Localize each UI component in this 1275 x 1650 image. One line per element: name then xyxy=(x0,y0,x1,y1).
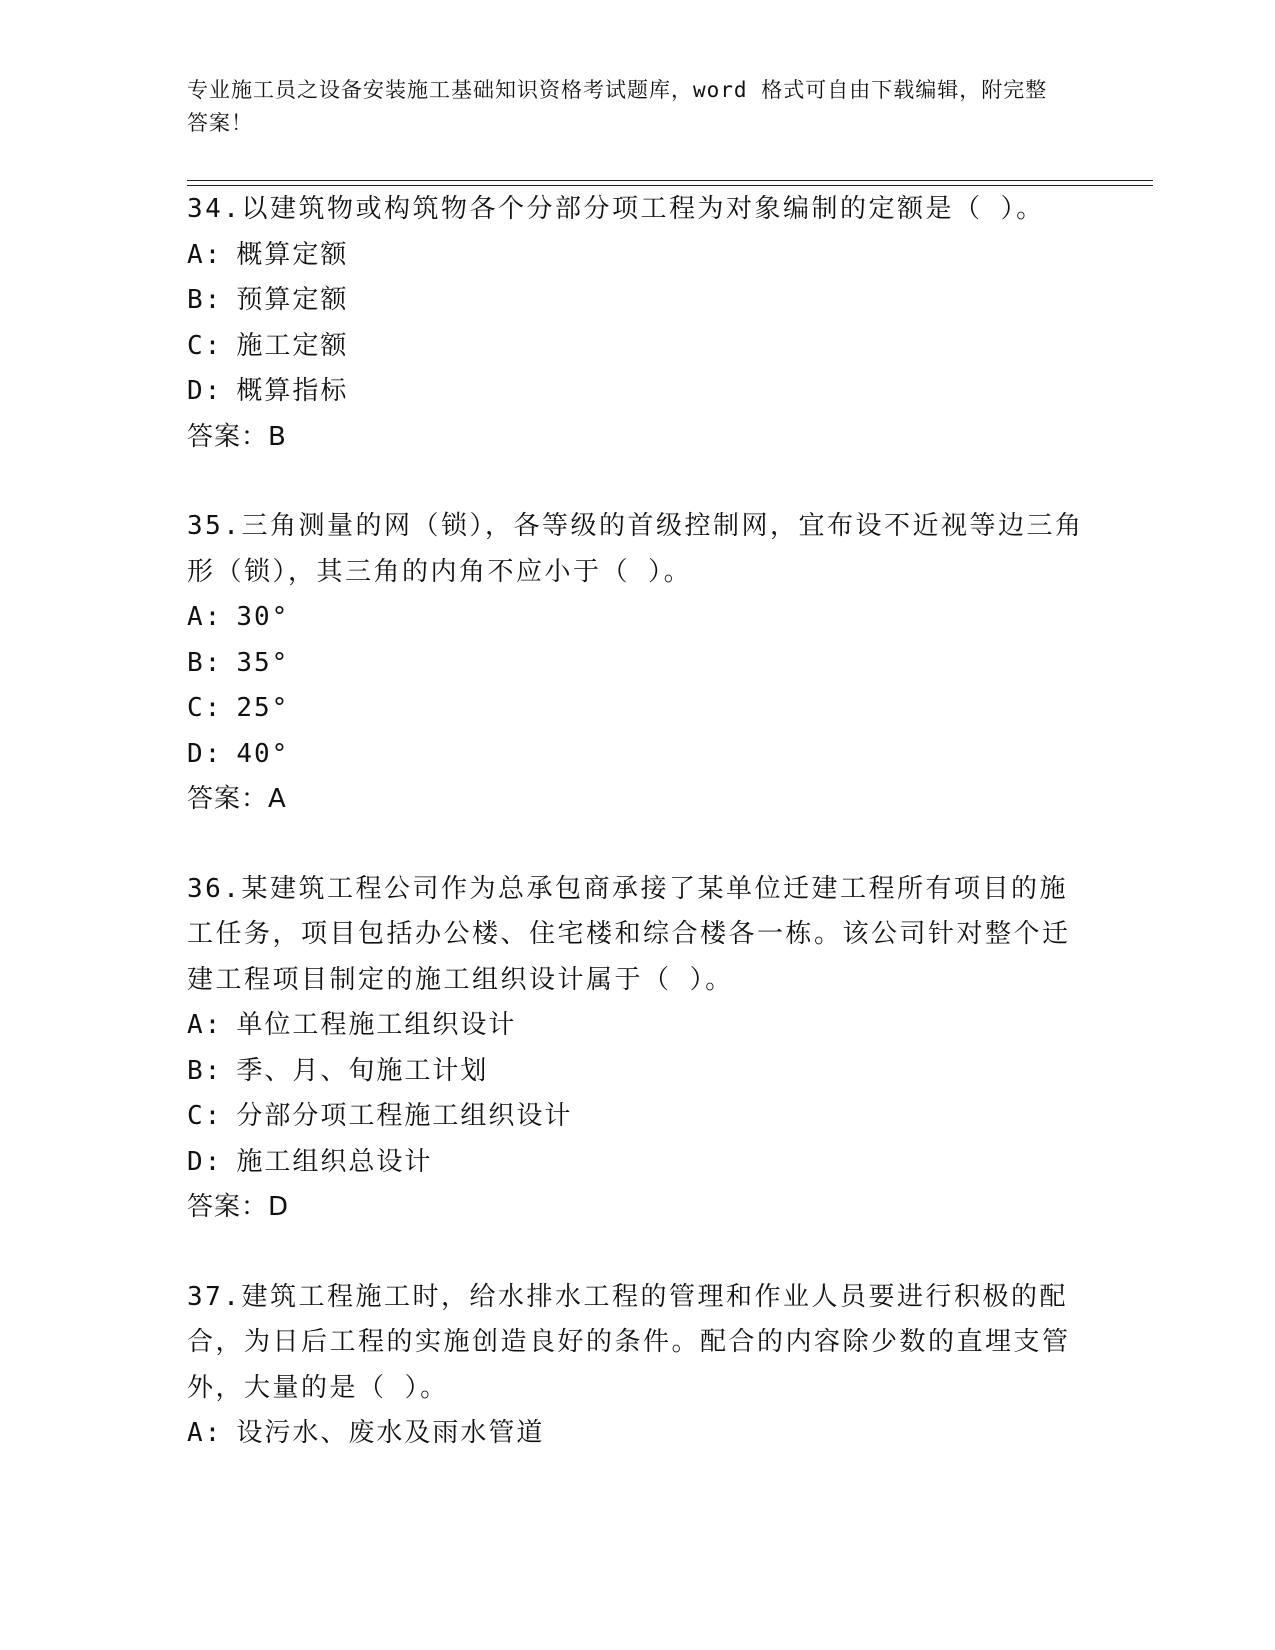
header-divider-top xyxy=(187,180,1153,181)
option-text: 单位工程施工组织设计 xyxy=(236,1010,517,1040)
question-35 xyxy=(187,504,1087,823)
option-c xyxy=(187,686,1087,732)
question-stem: 37.建筑工程施工时，给水排水工程的管理和作业人员要进行积极的配合，为日后工程的实施创造良好的条件。配合的内容除少数的直埋支管外，大量的是（ ）。 xyxy=(187,1281,1071,1403)
question-stem: 34.以建筑物或构筑物各个分部分项工程为对象编制的定额是（ ）。 xyxy=(187,194,1045,224)
option-text: 施工组织总设计 xyxy=(236,1146,433,1177)
option-text: 季、月、旬施工计划 xyxy=(236,1055,489,1086)
option-text: 25° xyxy=(236,693,290,723)
option-label: C: xyxy=(187,1101,223,1131)
question-stem: 36.某建筑工程公司作为总承包商承接了某单位迁建工程所有项目的施工任务，项目包括办公楼、住宅楼和综合楼各一栋。该公司针对整个迁建工程项目制定的施工组织设计属于（ ）。 xyxy=(187,873,1071,995)
option-text: 分部分项工程施工组织设计 xyxy=(236,1101,573,1131)
answer-value: D xyxy=(268,1192,290,1222)
option-b xyxy=(187,278,1087,324)
answer-label: 答案： xyxy=(187,784,269,814)
option-label: A: xyxy=(187,1010,223,1040)
answer-label: 答案： xyxy=(187,421,269,452)
option-label: D: xyxy=(187,1146,223,1177)
answer-line xyxy=(187,777,1087,823)
answer-value: B xyxy=(268,421,287,452)
answer-line xyxy=(187,415,1087,461)
option-c xyxy=(187,1094,1087,1140)
option-text: 30° xyxy=(236,602,290,632)
option-label: C: xyxy=(187,693,223,723)
option-a xyxy=(187,1003,1087,1049)
option-label: B: xyxy=(187,647,223,678)
option-text: 概算定额 xyxy=(236,239,349,270)
option-label: A: xyxy=(187,1418,223,1448)
option-label: D: xyxy=(187,738,223,769)
option-b xyxy=(187,1049,1087,1095)
question-37 xyxy=(187,1275,1087,1457)
option-label: A: xyxy=(187,602,223,632)
option-label: A: xyxy=(187,239,223,270)
option-text: 40° xyxy=(236,738,290,769)
option-text: 预算定额 xyxy=(236,285,349,315)
option-text: 施工定额 xyxy=(236,330,349,361)
option-b xyxy=(187,641,1087,687)
question-stem: 35.三角测量的网（锁），各等级的首级控制网，宜布设不近视等边三角形（锁），其三角的内角不应小于（ ）。 xyxy=(187,511,1084,587)
option-label: B: xyxy=(187,1055,223,1086)
answer-label: 答案： xyxy=(187,1192,269,1222)
option-label: C: xyxy=(187,330,223,361)
option-c xyxy=(187,324,1087,370)
option-label: B: xyxy=(187,285,223,315)
option-label: D: xyxy=(187,376,223,406)
option-d xyxy=(187,369,1087,415)
answer-value: A xyxy=(268,784,287,814)
option-a xyxy=(187,595,1087,641)
option-d xyxy=(187,732,1087,778)
option-d xyxy=(187,1140,1087,1186)
option-text: 35° xyxy=(236,647,290,678)
answer-line xyxy=(187,1185,1087,1231)
option-text: 概算指标 xyxy=(236,376,349,406)
header-divider-bottom xyxy=(187,185,1153,186)
option-text: 设污水、废水及雨水管道 xyxy=(236,1418,545,1448)
question-34 xyxy=(187,187,1087,460)
document-header: 专业施工员之设备安装施工基础知识资格考试题库，word 格式可自由下载编辑，附完整答案！ xyxy=(187,78,1048,135)
option-a xyxy=(187,233,1087,279)
question-36 xyxy=(187,867,1087,1231)
option-a xyxy=(187,1411,1087,1457)
question-list xyxy=(187,187,1087,1501)
